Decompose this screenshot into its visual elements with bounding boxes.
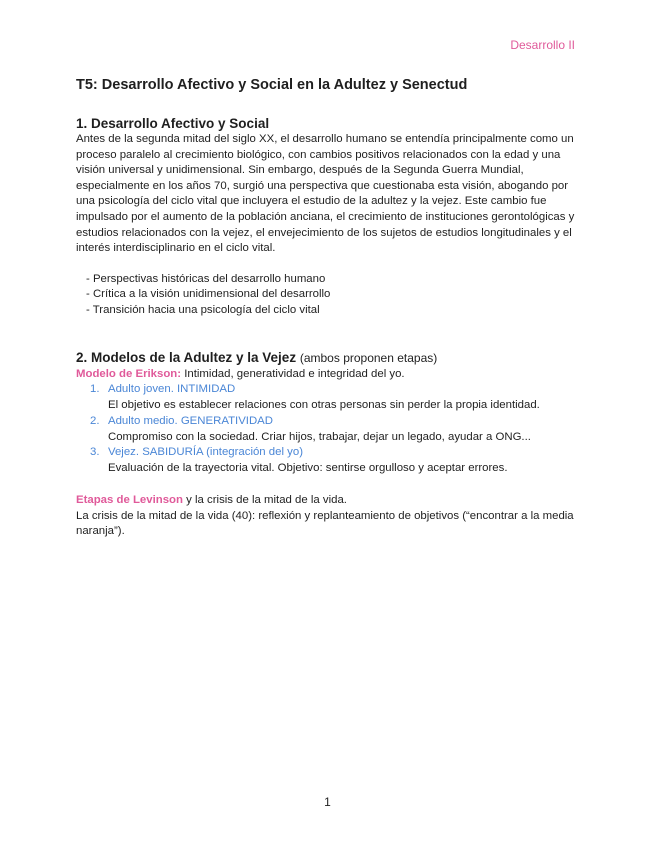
stage-title: 1. Adulto joven. INTIMIDAD <box>90 383 236 396</box>
levinson-label: Etapas de Levinson <box>76 493 183 506</box>
document-header-label: Desarrollo II <box>510 38 575 52</box>
section-1-paragraph: Antes de la segunda mitad del siglo XX, el desarrollo humano se entendía principalmente como un proceso paralelo al crecimiento biológico, con cambios positivos relacionados con la edad y una visión universal y unidimensional. Sin embargo, después de la Segunda Guerra Mundial, especialmente en los años 70, surgió una perspectiva que cuestionaba esta visión, abogando por una psicología del ciclo vital que incluyera el estudio de la adultez y la vejez. Este cambio fue impulsado por el aumento de la población anciana, el crecimiento de instituciones gerontológicas y estudios relacionados con la vejez, el envejecimiento de los sujetos de estudios longitudinales y el interés interdisciplinario en el ciclo vital. <box>76 133 575 255</box>
stage-title: 2. Adulto medio. GENERATIVIDAD <box>90 414 274 427</box>
document-body <box>76 76 576 540</box>
erikson-stages-list <box>76 382 576 477</box>
section-1-heading: 1. Desarrollo Afectivo y Social <box>76 116 270 131</box>
erikson-model-text: Intimidad, generatividad e integridad del yo. <box>184 367 405 380</box>
stage-title: 3. Vejez. SABIDURÍA (integración del yo) <box>90 446 303 459</box>
erikson-model-label: Modelo de Erikson: <box>76 367 182 380</box>
page-number: 1 <box>324 795 331 809</box>
bullet-item: - Transición hacia una psicología del ciclo vital <box>86 303 320 316</box>
stage-description: Evaluación de la trayectoria vital. Objetivo: sentirse orgulloso y aceptar errores. <box>108 462 508 475</box>
levinson-text: y la crisis de la mitad de la vida. <box>186 493 347 506</box>
section-2-heading-note: (ambos proponen etapas) <box>299 350 438 365</box>
erikson-model-line <box>76 367 576 383</box>
levinson-paragraph: La crisis de la mitad de la vida (40): reflexión y replanteamiento de objetivos (“encontrar a la media naranja”). <box>76 509 574 538</box>
section-2-heading <box>76 349 576 367</box>
section-1-bullet-list <box>86 272 576 319</box>
list-item <box>76 382 576 414</box>
bullet-item: - Perspectivas históricas del desarrollo humano <box>86 272 326 285</box>
stage-description: El objetivo es establecer relaciones con otras personas sin perder la propia identidad. <box>108 398 540 411</box>
stage-description: Compromiso con la sociedad. Criar hijos, trabajar, dejar un legado, ayudar a ONG... <box>108 430 531 443</box>
bullet-item: - Crítica a la visión unidimensional del desarrollo <box>86 288 331 301</box>
list-item <box>76 445 576 477</box>
levinson-line <box>76 493 576 509</box>
list-item <box>76 414 576 446</box>
section-2-heading-text: 2. Modelos de la Adultez y la Vejez <box>76 349 297 365</box>
page-title: T5: Desarrollo Afectivo y Social en la Adultez y Senectud <box>76 77 468 93</box>
